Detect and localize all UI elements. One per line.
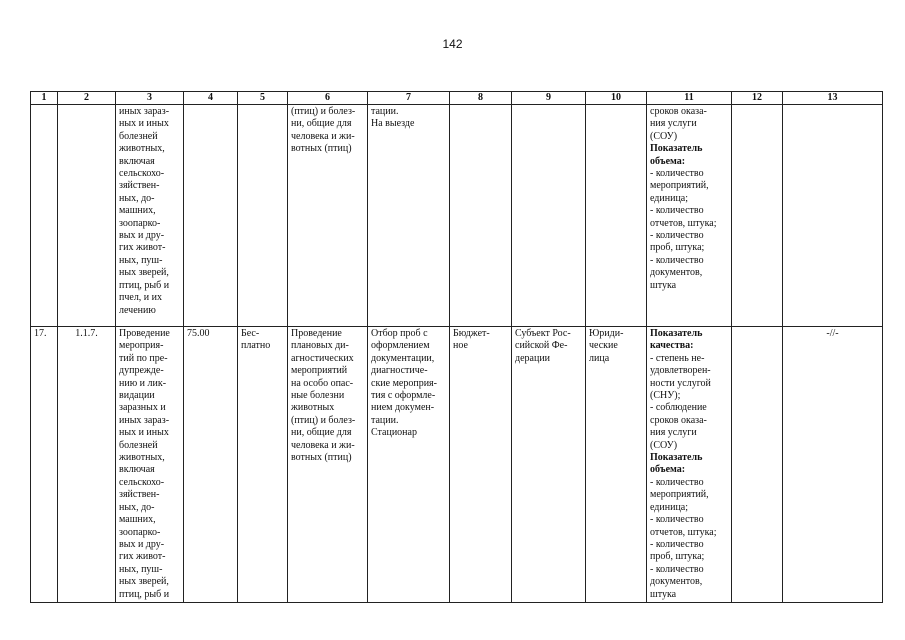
- cell-text-line: - степень не-: [650, 352, 705, 364]
- cell-content: [288, 105, 368, 327]
- cell-text-line: тации.: [371, 106, 399, 117]
- header-col-10: 10: [586, 92, 647, 105]
- cell-text-line: - количество: [650, 476, 704, 488]
- cell-text-line: ных, пуш-: [119, 563, 163, 575]
- cell-text-line: качества:: [650, 340, 694, 352]
- page-number: 142: [442, 37, 463, 51]
- cell-text-line: сельскохо-: [119, 168, 165, 180]
- cell-text-line: гих живот-: [119, 551, 166, 563]
- services-table: [30, 91, 883, 603]
- cell-budget-type: [450, 327, 512, 603]
- cell-text-line: Бюджет-: [453, 328, 490, 339]
- cell-text-line: отчетов, штука;: [650, 526, 717, 538]
- cell-text-line: (СНУ);: [650, 390, 681, 402]
- cell-text-line: тия с оформле-: [371, 390, 436, 402]
- header-col-11: 11: [647, 92, 732, 105]
- cell-code: [58, 105, 116, 327]
- cell-text-line: Показатель: [650, 452, 703, 464]
- cell-text-line: птиц, рыб и: [119, 279, 170, 291]
- cell-text-line: лечению: [119, 304, 156, 316]
- cell-text-line: (СОУ): [650, 130, 678, 142]
- cell-text-line: сроков оказа-: [650, 414, 707, 426]
- cell-text-line: проб, штука;: [650, 242, 705, 254]
- cell-text-line: На выезде: [371, 118, 415, 130]
- cell-col-12: [732, 105, 783, 327]
- cell-text-line: дупрежде-: [119, 365, 164, 377]
- cell-text-line: платно: [241, 340, 271, 352]
- cell-text-line: сийской Фе-: [515, 340, 568, 352]
- cell-text-line: ни, общие для: [291, 118, 352, 130]
- header-col-4: 4: [184, 92, 238, 105]
- cell-text-line: Проведение: [119, 328, 170, 339]
- cell-conditions: [368, 327, 450, 603]
- cell-col-13: -//-: [783, 327, 883, 603]
- cell-text-line: ных и иных: [119, 427, 169, 439]
- cell-text-line: человека и жи-: [291, 130, 355, 142]
- header-col-13: 13: [783, 92, 883, 105]
- cell-text-line: вых и дру-: [119, 230, 165, 242]
- cell-text-line: вотных (птиц): [291, 143, 352, 155]
- cell-text-line: мероприя-: [119, 340, 164, 352]
- cell-text-line: ных зверей,: [119, 267, 169, 279]
- cell-indicators: [647, 327, 732, 603]
- cell-text-line: (СОУ): [650, 439, 678, 451]
- cell-text-line: ни, общие для: [291, 427, 352, 439]
- cell-payment: [238, 327, 288, 603]
- cell-text-line: ных, до-: [119, 501, 155, 513]
- cell-text-line: болезней: [119, 130, 158, 142]
- cell-text-line: проб, штука;: [650, 551, 705, 563]
- header-col-5: 5: [238, 92, 288, 105]
- cell-text-line: иных зараз-: [119, 414, 170, 426]
- cell-number: [31, 105, 58, 327]
- cell-text-line: единица;: [650, 501, 689, 513]
- cell-indicators: [647, 105, 732, 327]
- cell-text-line: - количество: [650, 563, 704, 575]
- header-col-9: 9: [512, 92, 586, 105]
- cell-text-line: человека и жи-: [291, 439, 355, 451]
- cell-authority: [512, 105, 586, 327]
- cell-text-line: (птиц) и болез-: [291, 414, 356, 426]
- cell-content: [288, 327, 368, 603]
- cell-text-line: ния услуги: [650, 427, 697, 439]
- cell-text-line: ния услуги: [650, 118, 697, 130]
- cell-text-line: агностических: [291, 352, 354, 364]
- cell-col-12: [732, 327, 783, 603]
- cell-text-line: видации: [119, 390, 155, 402]
- cell-text-line: плановых ди-: [291, 340, 349, 352]
- header-col-12: 12: [732, 92, 783, 105]
- cell-text-line: Юриди-: [589, 328, 624, 339]
- cell-text-line: Стационар: [371, 427, 417, 439]
- cell-text-line: объема:: [650, 155, 686, 167]
- cell-text-line: документации,: [371, 352, 435, 364]
- cell-text-line: гих живот-: [119, 242, 166, 254]
- cell-text-line: Отбор проб с: [371, 328, 428, 339]
- cell-text-line: включая: [119, 155, 155, 167]
- cell-text-line: машних,: [119, 205, 156, 217]
- cell-payment: [238, 105, 288, 327]
- header-row: [31, 92, 883, 105]
- cell-text-line: мероприятий: [291, 365, 348, 377]
- cell-text-line: ных и иных: [119, 118, 169, 130]
- cell-text-line: Субъект Рос-: [515, 328, 571, 339]
- cell-budget-type: [450, 105, 512, 327]
- cell-text-line: документов,: [650, 576, 703, 588]
- cell-text-line: на особо опас-: [291, 377, 354, 389]
- cell-text-line: болезней: [119, 439, 158, 451]
- cell-consumers: [586, 105, 647, 327]
- cell-text-line: диагностиче-: [371, 365, 428, 377]
- cell-value: [184, 105, 238, 327]
- cell-text-line: животных: [291, 402, 335, 414]
- cell-text-line: ных, до-: [119, 192, 155, 204]
- cell-text-line: - количество: [650, 254, 704, 266]
- cell-text-line: Показатель: [650, 328, 703, 339]
- cell-text-line: птиц, рыб и: [119, 588, 170, 600]
- cell-text-line: ных зверей,: [119, 576, 169, 588]
- cell-text-line: - соблюдение: [650, 402, 707, 414]
- cell-service-name: [116, 105, 184, 327]
- header-col-8: 8: [450, 92, 512, 105]
- cell-text-line: ности услугой: [650, 377, 711, 389]
- cell-text-line: Проведение: [291, 328, 342, 339]
- cell-text-line: (птиц) и болез-: [291, 106, 356, 117]
- cell-text-line: объема:: [650, 464, 686, 476]
- cell-text-line: зоопарко-: [119, 217, 161, 229]
- cell-text-line: ские мероприя-: [371, 377, 437, 389]
- cell-text-line: сельскохо-: [119, 476, 165, 488]
- cell-text-line: удовлетворен-: [650, 365, 711, 377]
- cell-text-line: штука: [650, 588, 677, 600]
- cell-consumers: [586, 327, 647, 603]
- cell-text-line: включая: [119, 464, 155, 476]
- cell-text-line: заразных и: [119, 402, 166, 414]
- cell-code: 1.1.7.: [58, 327, 116, 603]
- cell-text-line: отчетов, штука;: [650, 217, 717, 229]
- cell-text-line: лица: [589, 352, 610, 364]
- cell-number: 17.: [31, 327, 58, 603]
- cell-text-line: - количество: [650, 514, 704, 526]
- header-col-1: 1: [31, 92, 58, 105]
- cell-text-line: нием докумен-: [371, 402, 435, 414]
- cell-text-line: - количество: [650, 205, 704, 217]
- cell-text-line: мероприятий,: [650, 180, 709, 192]
- cell-text-line: иных зараз-: [119, 106, 170, 117]
- cell-service-name: [116, 327, 184, 603]
- cell-text-line: дерации: [515, 352, 551, 364]
- header-col-7: 7: [368, 92, 450, 105]
- cell-text-line: машних,: [119, 514, 156, 526]
- cell-text-line: тий по пре-: [119, 352, 168, 364]
- cell-col-13: [783, 105, 883, 327]
- cell-text-line: животных,: [119, 143, 165, 155]
- cell-authority: [512, 327, 586, 603]
- cell-text-line: - количество: [650, 230, 704, 242]
- cell-text-line: ческие: [589, 340, 618, 352]
- cell-text-line: вых и дру-: [119, 538, 165, 550]
- cell-text-line: нию и лик-: [119, 377, 167, 389]
- cell-value: 75.00: [184, 327, 238, 603]
- cell-text-line: тации.: [371, 414, 399, 426]
- cell-text-line: документов,: [650, 267, 703, 279]
- cell-text-line: Показатель: [650, 143, 703, 155]
- cell-text-line: Бес-: [241, 328, 260, 339]
- cell-text-line: пчел, и их: [119, 292, 163, 304]
- cell-text-line: ных, пуш-: [119, 254, 163, 266]
- cell-text-line: животных,: [119, 452, 165, 464]
- cell-text-line: ное: [453, 340, 468, 352]
- header-col-6: 6: [288, 92, 368, 105]
- cell-text-line: - количество: [650, 538, 704, 550]
- cell-text-line: ные болезни: [291, 390, 345, 402]
- cell-text-line: зяйствен-: [119, 489, 160, 501]
- cell-text-line: мероприятий,: [650, 489, 709, 501]
- cell-text-line: штука: [650, 279, 677, 291]
- cell-text-line: зяйствен-: [119, 180, 160, 192]
- header-col-2: 2: [58, 92, 116, 105]
- cell-conditions: [368, 105, 450, 327]
- header-col-3: 3: [116, 92, 184, 105]
- table-row-continued: [31, 105, 883, 327]
- cell-text-line: оформлением: [371, 340, 430, 352]
- cell-text-line: зоопарко-: [119, 526, 161, 538]
- cell-text-line: вотных (птиц): [291, 452, 352, 464]
- table-row-17: [31, 327, 883, 603]
- cell-text-line: сроков оказа-: [650, 106, 707, 117]
- cell-text-line: единица;: [650, 192, 689, 204]
- cell-text-line: - количество: [650, 168, 704, 180]
